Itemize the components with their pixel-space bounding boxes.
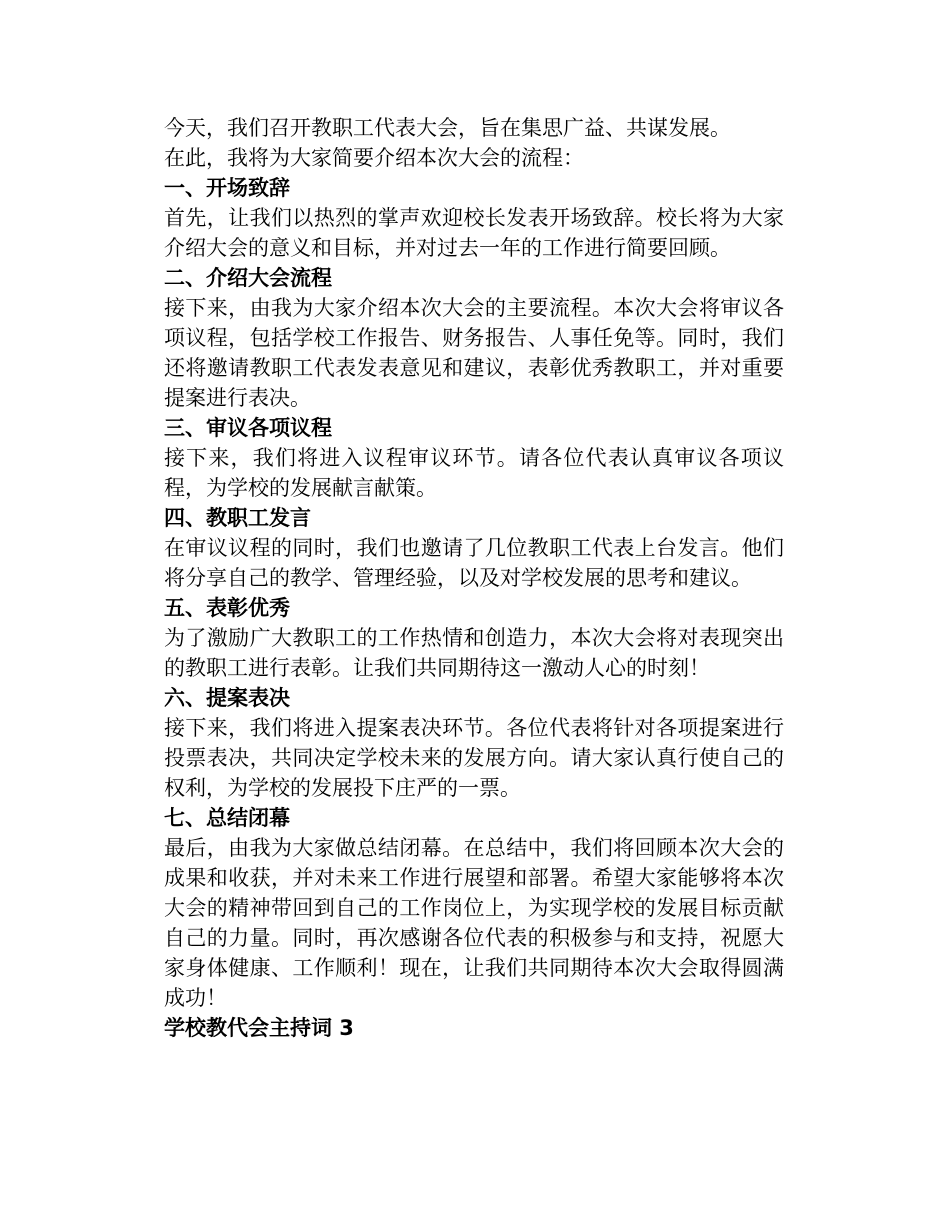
section-heading: 三、审议各项议程 (164, 416, 332, 440)
section-heading: 五、表彰优秀 (164, 596, 290, 620)
section-heading: 二、介绍大会流程 (164, 266, 332, 290)
document-body (164, 113, 784, 1043)
section-paragraph: 在审议议程的同时，我们也邀请了几位教职工代表上台发言。他们将分享自己的教学、管理经验，以及对学校发展的思考和建议。 (164, 536, 784, 590)
section-heading: 一、开场致辞 (164, 176, 290, 200)
section-paragraph: 接下来，由我为大家介绍本次大会的主要流程。本次大会将审议各项议程，包括学校工作报告、财务报告、人事任免等。同时，我们还将邀请教职工代表发表意见和建议，表彰优秀教职工，并对重要提案进行表决。 (164, 296, 784, 410)
intro-line: 在此，我将为大家简要介绍本次大会的流程： (164, 146, 584, 170)
section-paragraph: 为了激励广大教职工的工作热情和创造力，本次大会将对表现突出的教职工进行表彰。让我们共同期待这一激动人心的时刻！ (164, 626, 784, 680)
section-paragraph: 接下来，我们将进入提案表决环节。各位代表将针对各项提案进行投票表决，共同决定学校未来的发展方向。请大家认真行使自己的权利，为学校的发展投下庄严的一票。 (164, 716, 784, 800)
section-heading: 六、提案表决 (164, 686, 290, 710)
section-paragraph: 首先，让我们以热烈的掌声欢迎校长发表开场致辞。校长将为大家介绍大会的意义和目标，并对过去一年的工作进行简要回顾。 (164, 206, 784, 260)
next-document-title: 学校教代会主持词 3 (164, 1016, 354, 1040)
section-paragraph: 接下来，我们将进入议程审议环节。请各位代表认真审议各项议程，为学校的发展献言献策。 (164, 446, 784, 500)
section-heading: 七、总结闭幕 (164, 806, 290, 830)
section-paragraph: 最后，由我为大家做总结闭幕。在总结中，我们将回顾本次大会的成果和收获，并对未来工作进行展望和部署。希望大家能够将本次大会的精神带回到自己的工作岗位上，为实现学校的发展目标贡献自己的力量。同时，再次感谢各位代表的积极参与和支持，祝愿大家身体健康、工作顺利！现在，让我们共同期待本次大会取得圆满成功！ (164, 836, 784, 1010)
section-heading: 四、教职工发言 (164, 506, 311, 530)
intro-line: 今天，我们召开教职工代表大会，旨在集思广益、共谋发展。 (164, 116, 731, 140)
